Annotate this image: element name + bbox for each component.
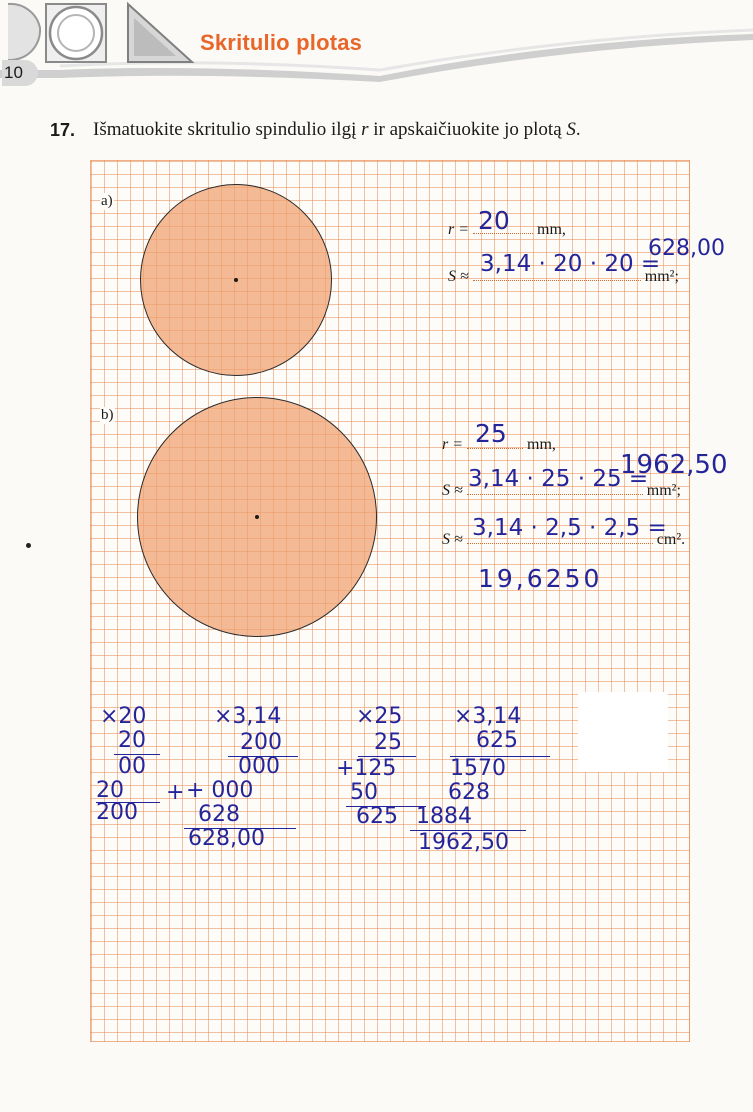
task-text-end: . xyxy=(575,119,581,140)
circle-a-center xyxy=(234,278,238,282)
part-b-area-cm-work: 3,14 · 2,5 · 2,5 = xyxy=(472,515,667,541)
calc-line: 625 xyxy=(356,804,398,829)
part-a-label: a) xyxy=(101,193,113,209)
s-unit: cm². xyxy=(656,531,686,548)
calc-line: 1884 xyxy=(416,804,472,829)
calc-314x625 xyxy=(410,702,560,862)
part-a-radius-value: 20 xyxy=(478,206,510,235)
calc-line: + 000 xyxy=(186,778,254,803)
calc-line: ×20 xyxy=(100,704,147,729)
part-b-area-work: 3,14 · 25 · 25 = xyxy=(468,466,649,492)
calc-line: 25 xyxy=(374,730,402,755)
page-title: Skritulio plotas xyxy=(200,30,363,55)
radius-symbol: r xyxy=(361,119,369,140)
calc-line: 200 xyxy=(240,730,282,755)
partial-circle-icon xyxy=(8,4,40,60)
task-text-part2: ir apskaičiuokite jo plotą xyxy=(373,119,562,140)
calc-line: ×3,14 xyxy=(214,704,282,729)
white-patch xyxy=(578,692,668,772)
calc-line: 628 xyxy=(448,780,490,805)
part-b-area-result: 1962,50 xyxy=(620,450,728,480)
calc-line: 628,00 xyxy=(188,826,265,851)
part-b-area-cm-result: 19,6250 xyxy=(478,564,603,593)
r-unit: mm, xyxy=(537,221,566,238)
s-unit: mm²; xyxy=(644,268,679,285)
r-unit: mm, xyxy=(527,436,556,453)
r-label: r = xyxy=(448,221,470,238)
calc-line: 00 xyxy=(118,754,146,779)
task-statement xyxy=(93,119,581,141)
plus-sign: + xyxy=(166,780,185,805)
calc-line: 628 xyxy=(198,802,240,827)
circle-b-center xyxy=(255,515,259,519)
calc-line: 1570 xyxy=(450,756,506,781)
task-number: 17. xyxy=(50,120,76,140)
calc-line: ×3,14 xyxy=(454,704,522,729)
calc-line: 200 xyxy=(96,800,138,825)
header-decoration xyxy=(0,0,753,86)
page-number: 10 xyxy=(2,60,38,86)
calc-line: 1962,50 xyxy=(418,830,509,855)
s-label: S ≈ xyxy=(442,482,463,499)
s-label: S ≈ xyxy=(442,531,463,548)
r-label: r = xyxy=(442,436,464,453)
calc-line: 000 xyxy=(238,754,280,779)
s-label: S ≈ xyxy=(448,268,469,285)
calc-line: 20 xyxy=(118,728,146,753)
part-a-area-result: 628,00 xyxy=(648,236,725,261)
calc-314x200 xyxy=(180,700,320,860)
part-b-label: b) xyxy=(101,407,114,423)
calc-line: 50 xyxy=(350,780,378,805)
task-text-part1: Išmatuokite skritulio spindulio ilgį xyxy=(93,119,357,140)
calc-line: ×25 xyxy=(356,704,403,729)
s-unit: mm²; xyxy=(646,482,681,499)
part-a-area-work: 3,14 · 20 · 20 = xyxy=(480,251,661,277)
stray-dot xyxy=(26,543,31,548)
calc-line: 625 xyxy=(476,728,518,753)
area-symbol: S xyxy=(566,119,576,140)
calc-line: 20 xyxy=(96,778,124,803)
triangle-icon xyxy=(128,4,192,62)
circle-in-square-icon xyxy=(46,4,106,62)
part-b-radius-value: 25 xyxy=(475,419,507,448)
calc-line: +125 xyxy=(336,756,397,781)
